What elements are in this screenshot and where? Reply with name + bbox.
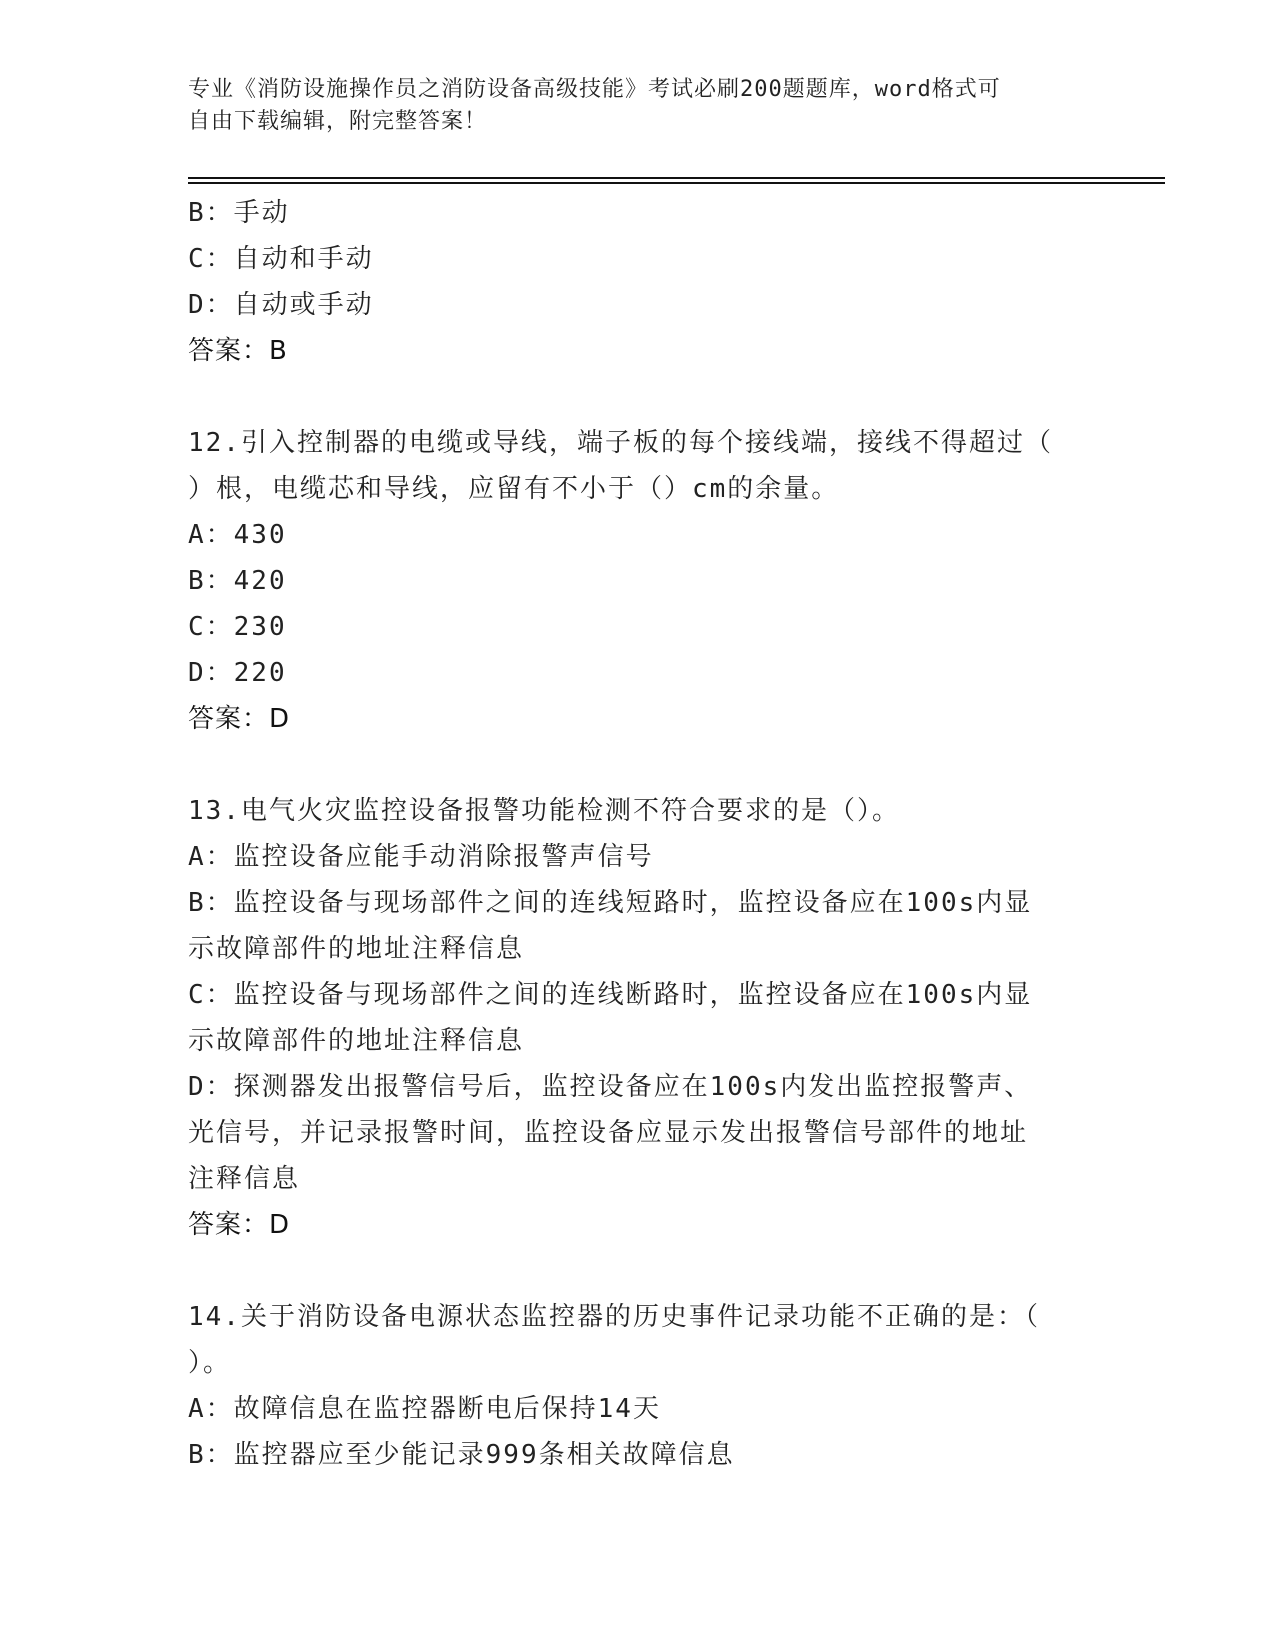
question-14 — [188, 1294, 1068, 1478]
option-d: D：220 — [188, 658, 287, 688]
question-12 — [188, 420, 1068, 742]
option-c-line-1: C：监控设备与现场部件之间的连线断路时，监控设备应在100s内显 — [188, 980, 1033, 1010]
option-b: B：手动 — [188, 198, 290, 228]
question-13 — [188, 788, 1068, 1248]
header-rule-bottom — [188, 182, 1165, 184]
question-stem-line-2: ）根，电缆芯和导线，应留有不小于（）cm的余量。 — [188, 474, 840, 504]
header-line-2: 自由下载编辑，附完整答案！ — [188, 109, 488, 134]
spacer — [188, 742, 1068, 788]
option-a: A：430 — [188, 520, 287, 550]
header-line-1: 专业《消防设施操作员之消防设备高级技能》考试必刷200题题库，word格式可 — [188, 77, 1001, 102]
answer-line: 答案：D — [188, 704, 291, 734]
question-stem-line-2: ）。 — [188, 1348, 232, 1378]
option-a: A：监控设备应能手动消除报警声信号 — [188, 842, 654, 872]
spacer — [188, 374, 1068, 420]
document-header — [188, 74, 1068, 138]
option-c-line-2: 示故障部件的地址注释信息 — [188, 1026, 525, 1056]
option-c: C：230 — [188, 612, 287, 642]
question-stem: 13.电气火灾监控设备报警功能检测不符合要求的是（）。 — [188, 796, 900, 826]
question-list — [188, 190, 1068, 1478]
option-d-line-1: D：探测器发出报警信号后，监控设备应在100s内发出监控报警声、 — [188, 1072, 1033, 1102]
option-b-line-1: B：监控设备与现场部件之间的连线短路时，监控设备应在100s内显 — [188, 888, 1033, 918]
option-d-line-3: 注释信息 — [188, 1164, 301, 1194]
option-b: B：420 — [188, 566, 287, 596]
answer-line: 答案：D — [188, 1210, 291, 1240]
header-rule-top — [188, 177, 1165, 179]
option-d: D：自动或手动 — [188, 290, 374, 320]
option-c: C：自动和手动 — [188, 244, 374, 274]
spacer — [188, 1248, 1068, 1294]
question-stem-line-1: 12.引入控制器的电缆或导线，端子板的每个接线端，接线不得超过（ — [188, 428, 1053, 458]
question-stem-line-1: 14.关于消防设备电源状态监控器的历史事件记录功能不正确的是：（ — [188, 1302, 1040, 1332]
option-a: A：故障信息在监控器断电后保持14天 — [188, 1394, 661, 1424]
question-11 — [188, 190, 1068, 374]
option-b: B：监控器应至少能记录999条相关故障信息 — [188, 1440, 735, 1470]
answer-line: 答案：B — [188, 336, 288, 366]
option-d-line-2: 光信号，并记录报警时间，监控设备应显示发出报警信号部件的地址 — [188, 1118, 1029, 1148]
option-b-line-2: 示故障部件的地址注释信息 — [188, 934, 525, 964]
